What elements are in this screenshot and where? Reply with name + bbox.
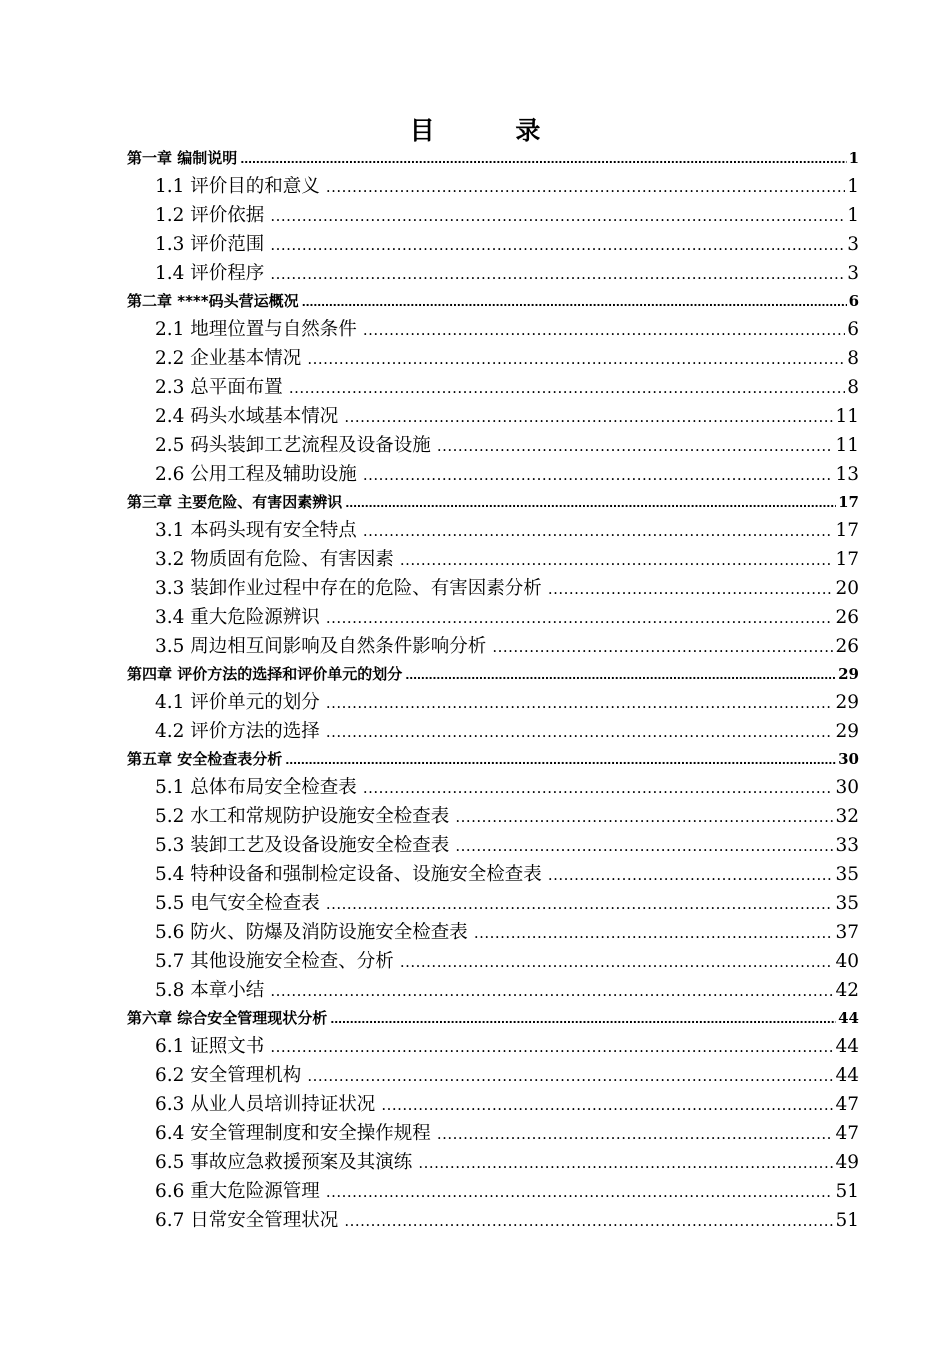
dot-leader	[381, 1090, 833, 1120]
dot-leader	[270, 259, 845, 289]
toc-page-number: 8	[847, 348, 859, 369]
toc-section-entry[interactable]	[127, 802, 859, 831]
toc-page-number: 35	[835, 864, 859, 885]
toc-entry-label: 5.4 特种设备和强制检定设备、设施安全检查表	[155, 864, 542, 885]
dot-leader	[437, 1119, 834, 1149]
toc-page-number: 33	[835, 835, 859, 856]
toc-section-entry[interactable]	[127, 230, 859, 259]
toc-section-entry[interactable]	[127, 431, 859, 460]
toc-section-entry[interactable]	[127, 688, 859, 717]
toc-section-entry[interactable]	[127, 172, 859, 201]
toc-section-entry[interactable]	[127, 1061, 859, 1090]
toc-section-entry[interactable]	[127, 831, 859, 860]
toc-chapter-entry[interactable]	[127, 746, 859, 773]
toc-entry-label: 3.1 本码头现有安全特点	[155, 520, 357, 541]
toc-chapter-entry[interactable]	[127, 145, 859, 172]
toc-entry-label: 第五章 安全检查表分析	[127, 750, 283, 768]
toc-page-number: 17	[838, 493, 859, 511]
toc-section-entry[interactable]	[127, 460, 859, 489]
toc-page-number: 51	[835, 1181, 859, 1202]
dot-leader	[400, 947, 834, 977]
dot-leader	[326, 172, 845, 202]
toc-section-entry[interactable]	[127, 516, 859, 545]
toc-page-number: 11	[835, 406, 859, 427]
toc-page-number: 37	[835, 922, 859, 943]
dot-leader	[345, 489, 836, 517]
dot-leader	[363, 460, 834, 490]
toc-chapter-entry[interactable]	[127, 1005, 859, 1032]
dot-leader	[363, 516, 834, 546]
table-of-contents	[127, 145, 859, 1235]
dot-leader	[270, 1032, 833, 1062]
toc-entry-label: 6.2 安全管理机构	[155, 1065, 302, 1086]
toc-page-number: 30	[838, 750, 859, 768]
toc-entry-label: 2.2 企业基本情况	[155, 348, 302, 369]
toc-page-number: 6	[848, 292, 859, 310]
toc-section-entry[interactable]	[127, 918, 859, 947]
toc-section-entry[interactable]	[127, 976, 859, 1005]
dot-leader	[307, 1061, 833, 1091]
toc-section-entry[interactable]	[127, 632, 859, 661]
toc-section-entry[interactable]	[127, 1032, 859, 1061]
dot-leader	[326, 889, 834, 919]
toc-page-number: 1	[847, 176, 859, 197]
toc-section-entry[interactable]	[127, 201, 859, 230]
toc-page-number: 17	[835, 520, 859, 541]
toc-page-number: 3	[847, 263, 859, 284]
toc-section-entry[interactable]	[127, 315, 859, 344]
toc-entry-label: 3.4 重大危险源辨识	[155, 607, 320, 628]
toc-entry-label: 5.5 电气安全检查表	[155, 893, 320, 914]
dot-leader	[330, 1005, 836, 1033]
toc-entry-label: 2.1 地理位置与自然条件	[155, 319, 357, 340]
toc-entry-label: 3.2 物质固有危险、有害因素	[155, 549, 394, 570]
toc-page-number: 47	[835, 1123, 859, 1144]
toc-section-entry[interactable]	[127, 545, 859, 574]
toc-entry-label: 6.7 日常安全管理状况	[155, 1210, 339, 1231]
toc-entry-label: 2.6 公用工程及辅助设施	[155, 464, 357, 485]
dot-leader	[302, 288, 847, 316]
toc-entry-label: 6.1 证照文书	[155, 1036, 265, 1057]
dot-leader	[270, 230, 845, 260]
toc-page-number: 26	[835, 607, 859, 628]
toc-entry-label: 6.6 重大危险源管理	[155, 1181, 320, 1202]
toc-section-entry[interactable]	[127, 889, 859, 918]
dot-leader	[437, 431, 834, 461]
dot-leader	[344, 1206, 833, 1236]
dot-leader	[285, 746, 836, 774]
dot-leader	[289, 373, 845, 403]
dot-leader	[240, 145, 846, 173]
toc-section-entry[interactable]	[127, 1177, 859, 1206]
toc-page-number: 44	[835, 1036, 859, 1057]
toc-entry-label: 1.1 评价目的和意义	[155, 176, 320, 197]
toc-chapter-entry[interactable]	[127, 661, 859, 688]
dot-leader	[405, 661, 836, 689]
dot-leader	[326, 1177, 834, 1207]
toc-entry-label: 2.3 总平面布置	[155, 377, 283, 398]
dot-leader	[548, 574, 834, 604]
toc-section-entry[interactable]	[127, 344, 859, 373]
toc-page-number: 29	[838, 665, 859, 683]
dot-leader	[400, 545, 834, 575]
toc-page-number: 49	[835, 1152, 859, 1173]
toc-page-number: 8	[847, 377, 859, 398]
page-title: 目 录	[409, 116, 577, 145]
toc-entry-label: 3.5 周边相互间影响及自然条件影响分析	[155, 636, 487, 657]
toc-entry-label: 6.5 事故应急救援预案及其演练	[155, 1152, 413, 1173]
toc-page-number: 29	[835, 692, 859, 713]
toc-page-number: 26	[835, 636, 859, 657]
toc-entry-label: 3.3 装卸作业过程中存在的危险、有害因素分析	[155, 578, 542, 599]
toc-page-number: 17	[835, 549, 859, 570]
dot-leader	[326, 688, 834, 718]
toc-section-entry[interactable]	[127, 947, 859, 976]
toc-chapter-entry[interactable]	[127, 288, 859, 315]
toc-section-entry[interactable]	[127, 259, 859, 288]
toc-entry-label: 6.4 安全管理制度和安全操作规程	[155, 1123, 431, 1144]
dot-leader	[270, 201, 845, 231]
toc-entry-label: 2.5 码头装卸工艺流程及设备设施	[155, 435, 431, 456]
toc-page-number: 44	[835, 1065, 859, 1086]
toc-entry-label: 2.4 码头水域基本情况	[155, 406, 339, 427]
toc-page-number: 42	[835, 980, 859, 1001]
dot-leader	[418, 1148, 833, 1178]
toc-entry-label: 第四章 评价方法的选择和评价单元的划分	[127, 665, 403, 683]
dot-leader	[474, 918, 834, 948]
dot-leader	[455, 831, 833, 861]
toc-entry-label: 5.2 水工和常规防护设施安全检查表	[155, 806, 450, 827]
toc-section-entry[interactable]	[127, 373, 859, 402]
toc-entry-label: 5.7 其他设施安全检查、分析	[155, 951, 394, 972]
dot-leader	[492, 632, 833, 662]
toc-page-number: 47	[835, 1094, 859, 1115]
toc-entry-label: 第六章 综合安全管理现状分析	[127, 1009, 328, 1027]
toc-section-entry[interactable]	[127, 717, 859, 746]
dot-leader	[344, 402, 833, 432]
toc-chapter-entry[interactable]	[127, 489, 859, 516]
toc-entry-label: 4.1 评价单元的划分	[155, 692, 320, 713]
toc-entry-label: 1.3 评价范围	[155, 234, 265, 255]
toc-entry-label: 第一章 编制说明	[127, 149, 238, 167]
toc-entry-label: 5.6 防火、防爆及消防设施安全检查表	[155, 922, 468, 943]
toc-page-number: 30	[835, 777, 859, 798]
toc-page-number: 44	[838, 1009, 859, 1027]
toc-section-entry[interactable]	[127, 1119, 859, 1148]
toc-page-number: 11	[835, 435, 859, 456]
toc-section-entry[interactable]	[127, 574, 859, 603]
toc-page-number: 32	[835, 806, 859, 827]
dot-leader	[307, 344, 845, 374]
toc-entry-label: 1.4 评价程序	[155, 263, 265, 284]
toc-page-number: 35	[835, 893, 859, 914]
dot-leader	[326, 603, 834, 633]
toc-entry-label: 1.2 评价依据	[155, 205, 265, 226]
toc-section-entry[interactable]	[127, 1206, 859, 1235]
toc-entry-label: 第三章 主要危险、有害因素辨识	[127, 493, 343, 511]
toc-section-entry[interactable]	[127, 1090, 859, 1119]
toc-page-number: 40	[835, 951, 859, 972]
toc-entry-label: 4.2 评价方法的选择	[155, 721, 320, 742]
toc-entry-label: 第二章 ****码头营运概况	[127, 292, 299, 310]
toc-page-number: 51	[835, 1210, 859, 1231]
toc-page-number: 13	[835, 464, 859, 485]
dot-leader	[326, 717, 834, 747]
dot-leader	[270, 976, 833, 1006]
toc-entry-label: 5.1 总体布局安全检查表	[155, 777, 357, 798]
toc-entry-label: 5.3 装卸工艺及设备设施安全检查表	[155, 835, 450, 856]
toc-page-number: 20	[835, 578, 859, 599]
toc-entry-label: 6.3 从业人员培训持证状况	[155, 1094, 376, 1115]
dot-leader	[363, 315, 845, 345]
toc-page-number: 29	[835, 721, 859, 742]
toc-entry-label: 5.8 本章小结	[155, 980, 265, 1001]
dot-leader	[363, 773, 834, 803]
toc-page-number: 1	[847, 205, 859, 226]
toc-section-entry[interactable]	[127, 1148, 859, 1177]
toc-section-entry[interactable]	[127, 603, 859, 632]
toc-page-number: 3	[847, 234, 859, 255]
toc-page-number: 1	[848, 149, 859, 167]
toc-section-entry[interactable]	[127, 773, 859, 802]
toc-section-entry[interactable]	[127, 402, 859, 431]
toc-section-entry[interactable]	[127, 860, 859, 889]
dot-leader	[548, 860, 834, 890]
dot-leader	[455, 802, 833, 832]
toc-page-number: 6	[847, 319, 859, 340]
